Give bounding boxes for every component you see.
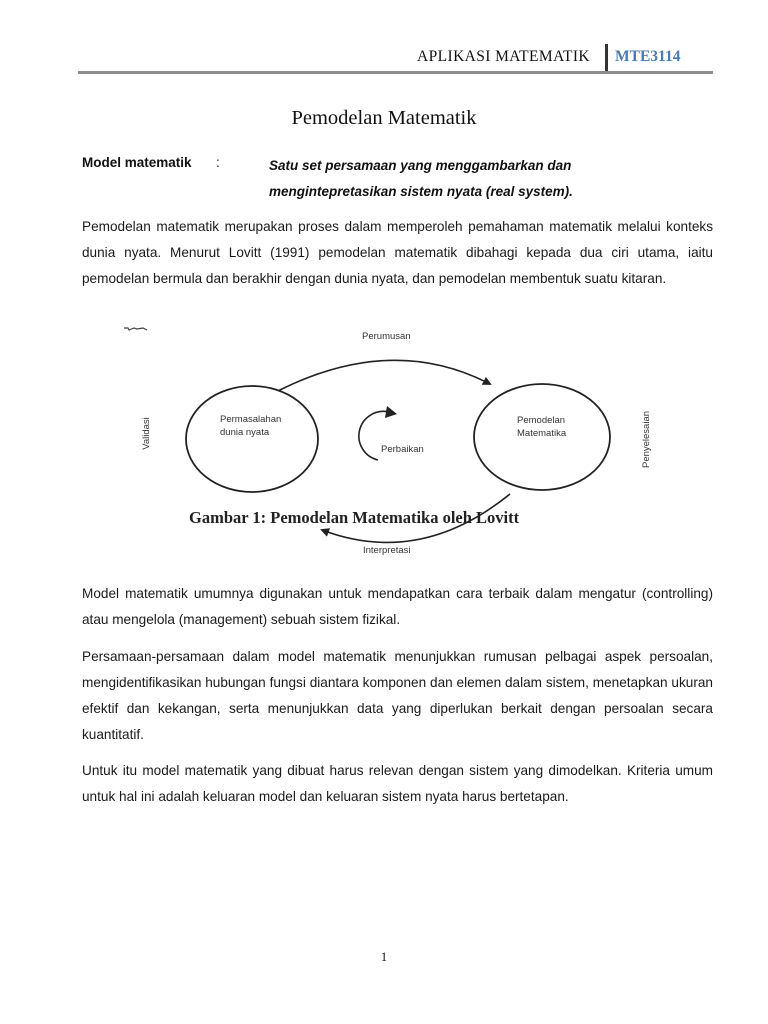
label-penyelesaian: Penyelesaian xyxy=(641,410,653,469)
figure-caption: Gambar 1: Pemodelan Matematika oleh Lovitt xyxy=(189,508,520,527)
definition-text xyxy=(269,153,669,205)
paragraph-2: Model matematik umumnya digunakan untuk mendapatkan cara terbaik dalam mengatur (controlling) atau mengelola (management) sebuah sistem fizikal. xyxy=(82,586,713,627)
definition-term: Model matematik xyxy=(82,155,192,170)
left-node-ellipse xyxy=(186,386,318,492)
left-node-label xyxy=(220,413,281,439)
right-node-label xyxy=(517,414,566,440)
page-number: 1 xyxy=(380,950,388,964)
header-course-title: APLIKASI MATEMATIK xyxy=(417,48,590,65)
definition-separator: : xyxy=(216,155,220,170)
paragraph-1: Pemodelan matematik merupakan proses dalam memperoleh pemahaman matematik melalui konteks dunia nyata. Menurut Lovitt (1991) pemodelan matematik dibahagi kepada dua ciri utama, iaitu pemodelan bermula dan berakhir dengan dunia nyata, dan pemodelan membentuk suatu kitaran. xyxy=(82,219,713,286)
left-node-line-1: Permasalahan xyxy=(220,414,282,425)
right-node-line-1: Pemodelan xyxy=(517,415,566,426)
lovitt-cycle-figure xyxy=(110,322,670,567)
right-node-line-2: Matematika xyxy=(517,428,567,439)
scan-artifact xyxy=(124,328,147,330)
header-divider xyxy=(605,44,608,71)
paragraph-3: Persamaan-persamaan dalam model matematik menunjukkan rumusan pelbagai aspek persoalan, mengidentifikasikan hubungan fungsi diantara komponen dan elemen dalam sistem, menetapkan ukuran efektif dan kekangan, serta menunjukkan data yang diperlukan berkait dengan persoalan secara kuantitatif. xyxy=(82,649,713,742)
left-node-line-2: dunia nyata xyxy=(220,427,270,438)
center-arrowhead xyxy=(385,406,397,418)
page-title: Pemodelan Matematik xyxy=(291,107,477,129)
center-label-perbaikan: Perbaikan xyxy=(381,444,424,455)
definition-line-1: Satu set persamaan yang menggambarkan dan xyxy=(269,158,572,173)
label-validasi: Validasi xyxy=(140,417,152,450)
label-perumusan: Perumusan xyxy=(362,331,411,342)
header-rule xyxy=(78,71,713,74)
top-arc-arrow xyxy=(272,360,490,394)
header-course-code: MTE3114 xyxy=(615,48,681,65)
label-interpretasi: Interpretasi xyxy=(363,545,411,556)
page-header xyxy=(78,40,713,74)
paragraph-4: Untuk itu model matematik yang dibuat harus relevan dengan sistem yang dimodelkan. Kriteria umum untuk hal ini adalah keluaran model dan keluaran sistem nyata harus bertetapan. xyxy=(82,763,713,804)
definition-line-2: mengintepretasikan sistem nyata (real system). xyxy=(269,184,573,199)
